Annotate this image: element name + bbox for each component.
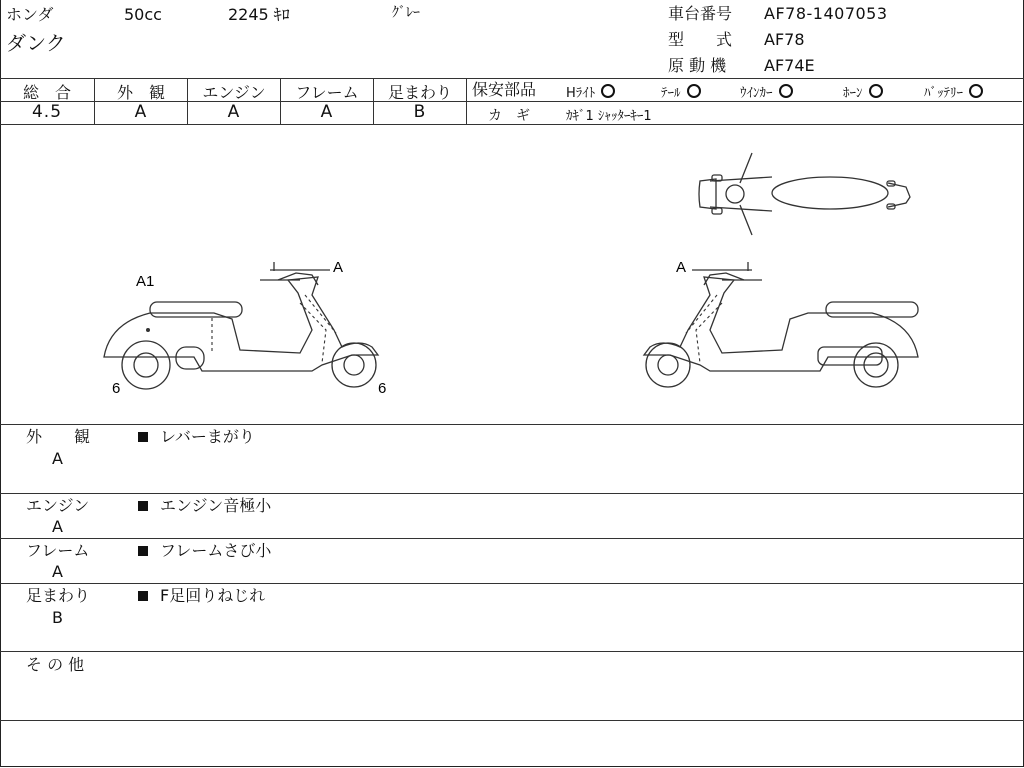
displacement: 50cc	[124, 5, 162, 24]
divider	[467, 101, 1022, 102]
mark-6-front: 6	[112, 380, 121, 397]
grade-value-suspension: B	[413, 102, 427, 122]
engine-label: 原 動 機	[668, 56, 727, 75]
type-label: 型 式	[668, 30, 733, 49]
safety-item-battery: ﾊﾞｯﾃﾘｰ	[924, 82, 983, 101]
grade-label-suspension: 足まわり	[387, 83, 452, 102]
grade-value-engine: A	[227, 102, 241, 122]
divider	[0, 493, 1024, 494]
grade-label-engine: エンジン	[202, 83, 266, 102]
engine-value: AF74E	[764, 56, 815, 75]
frame-no-label: 車台番号	[668, 4, 733, 23]
frame-no: AF78-1407053	[764, 4, 888, 23]
safety-item-tail: ﾃｰﾙ	[661, 82, 701, 101]
divider	[0, 538, 1024, 539]
grade-value-frame: A	[320, 102, 334, 122]
comment-text-engine: エンジン音極小	[138, 497, 271, 515]
grade-label-frame: フレーム	[295, 83, 359, 102]
comment-grade-frame: A	[52, 562, 63, 581]
divider	[0, 583, 1024, 584]
safety-item-horn: ﾎｰﾝ	[843, 82, 883, 101]
scooter-diagram	[0, 125, 1024, 425]
grade-value-exterior: A	[134, 102, 148, 122]
grade-value-overall: 4.5	[31, 102, 63, 122]
ok-mark-icon	[601, 84, 615, 98]
type-value: AF78	[764, 30, 805, 49]
key-value: ｶｷﾞ1 ｼｬｯﾀｰｷｰ1	[566, 109, 652, 124]
divider	[0, 651, 1024, 652]
divider	[0, 424, 1024, 425]
comment-grade-engine: A	[52, 517, 63, 536]
comment-category-frame: フレーム	[26, 541, 90, 560]
bullet-icon	[138, 501, 148, 511]
other-label: そ の 他	[26, 655, 85, 674]
ok-mark-icon	[687, 84, 701, 98]
divider	[0, 720, 1024, 721]
comment-category-suspension: 足まわり	[26, 586, 91, 605]
key-label: カ ギ	[488, 108, 530, 124]
grade-label-overall: 総 合	[22, 83, 71, 102]
divider	[466, 78, 467, 125]
safety-item-winker: ｳｲﾝｶｰ	[740, 82, 793, 101]
mark-a-right: A	[676, 259, 687, 276]
model-name: ダンク	[6, 31, 66, 55]
bullet-icon	[138, 546, 148, 556]
scooter-top-view	[699, 153, 910, 235]
comment-text-suspension: F足回りねじれ	[138, 587, 265, 605]
maker: ホンダ	[6, 5, 54, 24]
mark-a1: A1	[136, 273, 155, 290]
comment-text-frame: フレームさび小	[138, 542, 271, 560]
grade-label-exterior: 外 観	[116, 83, 165, 102]
comment-grade-suspension: B	[52, 608, 63, 627]
comment-text-exterior: レバーまがり	[138, 428, 255, 446]
mark-6-rear: 6	[378, 380, 387, 397]
safety-item-headlight: Hﾗｲﾄ	[566, 82, 615, 101]
mileage: 2245 ｷﾛ	[228, 5, 290, 24]
comment-category-exterior: 外 観	[26, 427, 91, 446]
bullet-icon	[138, 591, 148, 601]
safety-label: 保安部品	[472, 80, 537, 99]
color: ｸﾞﾚｰ	[392, 5, 420, 21]
bullet-icon	[138, 432, 148, 442]
ok-mark-icon	[969, 84, 983, 98]
ok-mark-icon	[869, 84, 883, 98]
ok-mark-icon	[779, 84, 793, 98]
comment-grade-exterior: A	[52, 449, 63, 468]
divider	[0, 78, 1024, 79]
scooter-right-view	[644, 262, 918, 387]
comment-category-engine: エンジン	[26, 496, 90, 515]
mark-a-left: A	[333, 259, 344, 276]
